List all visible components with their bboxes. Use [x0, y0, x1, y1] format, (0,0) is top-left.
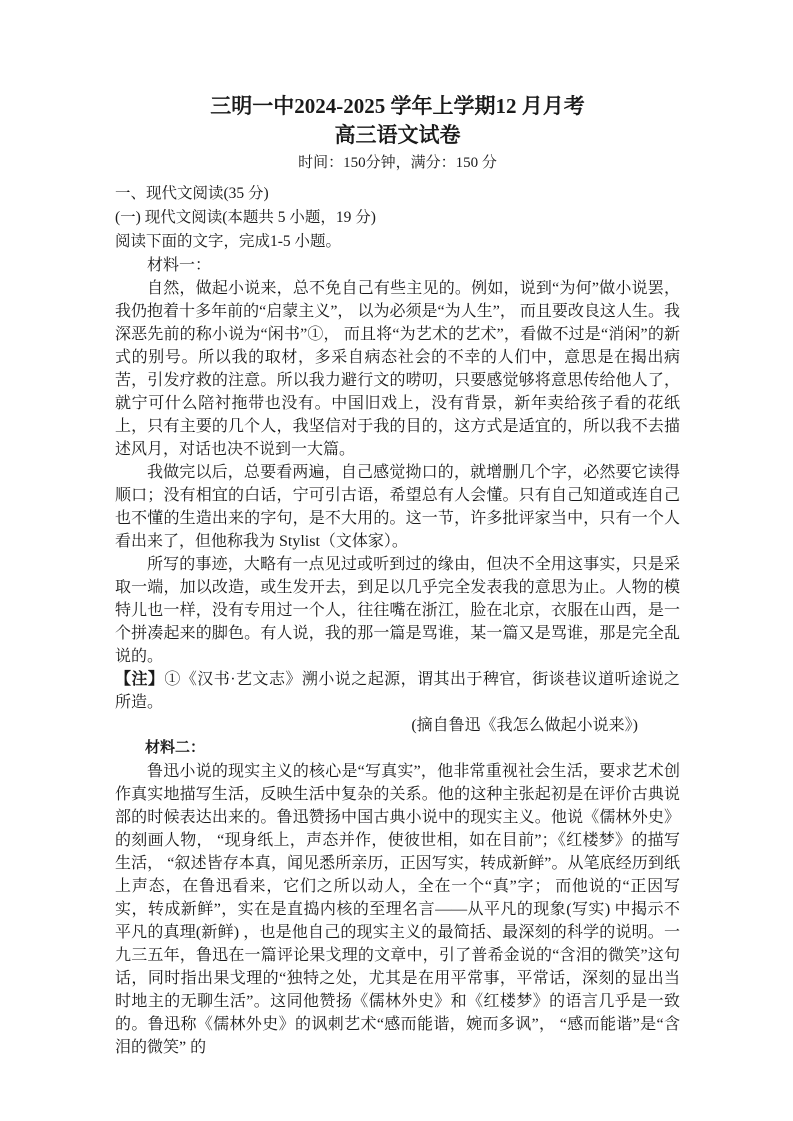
exam-title: 三明一中2024-2025 学年上学期12 月月考: [210, 94, 585, 118]
material-one-source-attribution: (摘自鲁迅《我怎么做起小说来》): [411, 717, 638, 734]
material-two-label: 材料二：: [145, 740, 206, 756]
material-two-paragraph-1: 鲁迅小说的现实主义的核心是“写真实”，他非常重视社会生活，要求艺术创作真实地描写生活，反映生活中复杂的关系。他的这种主张起初是在评价古典说部的时候表达出来的。鲁迅赞扬中国古典小说中的现实主义。他说《儒林外史》的刻画人物， “现身纸上，声态并作，使彼世相，如在目前”；《红楼梦》的描写生活， “叙述皆存本真，闻见悉所亲历，正因写实，转成新鲜”。从笔底经历到纸上声态，在鲁迅看来，它们之所以动人，全在一个“真”字； 而他说的“正因写实，转成新鲜”，实在是直捣内核的至理名言——从平凡的现象(写实) 中揭示不平凡的真理(新鲜) ，也是他自己的现实主义的最简括、最深刻的科学的说明。一九三五年，鲁迅在一篇评论果戈理的文章中，引了普希金说的“含泪的微笑”这句话，同时指出果戈理的“独特之处，尤其是在用平常事，平常话，深刻的显出当时地主的无聊生活”。这同他赞扬《儒林外史》和《红楼梦》的语言几乎是一致的。鲁迅称《儒林外史》的讽刺艺术“感而能谐，婉而多讽”， “感而能谐”是“含泪的微笑” 的: [115, 763, 680, 1056]
material-one-paragraph-3: 所写的事迹，大略有一点见过或听到过的缘由，但决不全用这事实，只是采取一端，加以改造，或生发开去，到足以几乎完全发表我的意思为止。人物的模特儿也一样，没有专用过一个人，往往嘴在浙江，脸在北京，衣服在山西，是一个拼凑起来的脚色。有人说，我的那一篇是骂谁，某一篇又是骂谁，那是完全乱说的。: [115, 556, 680, 665]
material-one-paragraph-1: 自然，做起小说来，总不免自己有些主见的。例如，说到“为何”做小说罢，我仍抱着十多年前的“启蒙主义”， 以为必须是“为人生”， 而且要改良这人生。我深恶先前的称小说为“闲书”①， 而且将“为艺术的艺术”，看做不过是“消闲”的新式的别号。所以我的取材，多采自病态社会的不幸的人们中，意思是在揭出病苦，引发疗救的注意。所以我力避行文的唠叨，只要感觉够将意思传给他人了，就宁可什么陪衬拖带也没有。中国旧戏上，没有背景，新年卖给孩子看的花纸上，只有主要的几个人，我坚信对于我的目的，这方式是适宜的，所以我不去描述风月，对话也决不说到一大篇。: [115, 280, 680, 458]
reading-instruction: 阅读下面的文字，完成1-5 小题。: [115, 233, 342, 250]
material-one-paragraph-2: 我做完以后，总要看两遍，自己感觉拗口的，就增删几个字，必然要它读得顺口；没有相宜的白话，宁可引古语，希望总有人会懂。只有自己知道或连自己也不懂的生造出来的字句，是不大用的。这一节，许多批评家当中，只有一个人看出来了，但他称我为 Stylist（文体家）。: [115, 464, 680, 550]
subsection-heading: (一) 现代文阅读(本题共 5 小题，19 分): [115, 209, 376, 226]
footnote-text: ①《汉书·艺文志》溯小说之起源，谓其出于稗官，街谈巷议道听途说之所造。: [115, 671, 680, 711]
exam-subtitle: 高三语文试卷: [334, 123, 461, 147]
exam-time-score-meta: 时间：150分钟，满分：150 分: [298, 155, 497, 171]
material-one-footnote: [115, 668, 680, 714]
section-heading-modern-reading: 一、现代文阅读(35 分): [115, 185, 269, 202]
footnote-label: 【注】: [115, 671, 165, 688]
material-one-label: 材料一：: [147, 257, 212, 274]
